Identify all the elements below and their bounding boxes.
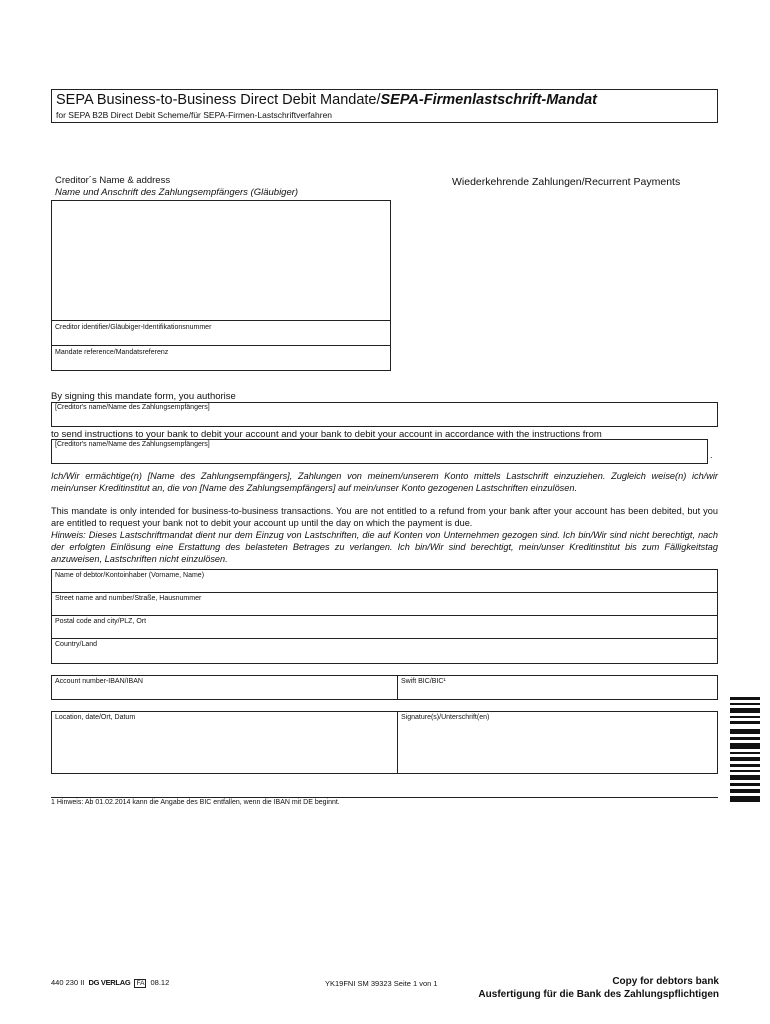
mandate-reference-field[interactable] [51,345,391,371]
location-date-field[interactable] [51,711,398,774]
creditor-label-en: Creditor´s Name & address [55,175,171,186]
debtor-name-field[interactable] [51,569,718,593]
footer-center: YK19FNI SM 39323 Seite 1 von 1 [325,979,438,988]
location-date-label: Location, date/Ort, Datum [55,714,136,721]
creditor-label-de: Name und Anschrift des Zahlungsempfängers (Gläubiger) [55,187,299,198]
creditor-name-field-1-label: [Creditor's name/Name des Zahlungsempfängers] [55,404,210,411]
creditor-name-field-1[interactable] [51,402,718,427]
mandate-reference-label: Mandate reference/Mandatsreferenz [55,349,169,356]
recurrent-payments-label: Wiederkehrende Zahlungen/Recurrent Payments [452,176,681,188]
mandate-text-en: This mandate is only intended for business-to-business transactions. You are not entitled to a refund from your bank after your account has been debited, but you are entitled to request your bank not to debit your account up until the day on which the payment is due. [51,506,718,528]
authorise-period: . [710,450,713,460]
mandate-text-de: Ich/Wir ermächtige(n) [Name des Zahlungsempfängers], Zahlungen von meinem/unserem Konto mittels Lastschrift einzuziehen. Zugleich weise(n) ich/wir mein/unser Kreditinstitut an, die von [Name des Zahlungsempfängers] auf mein/unser Konto gezogenen Lastschriften einzulösen. [51,471,718,493]
signature-field[interactable] [397,711,718,774]
creditor-name-field-2-label: [Creditor's name/Name des Zahlungsempfängers] [55,441,210,448]
creditor-name-field-2[interactable] [51,439,708,464]
form-title [56,92,597,108]
ausfertigung-label: Ausfertigung für die Bank des Zahlungspflichtigen [478,989,719,1000]
fa-badge: FA [136,980,145,987]
title-box [51,89,718,123]
postal-city-field[interactable] [51,615,718,639]
country-field[interactable] [51,638,718,664]
debtor-name-label: Name of debtor/Kontoinhaber (Vorname, Name) [55,572,205,579]
title-main: SEPA Business-to-Business Direct Debit Mandate/ [56,92,381,108]
country-label: Country/Land [55,641,98,648]
creditor-address-field[interactable] [51,200,391,321]
street-label: Street name and number/Straße, Hausnummer [55,595,202,602]
signature-label: Signature(s)/Unterschrift(en) [401,714,490,721]
publisher-logo: DG VERLAG [88,978,131,987]
form-date: 08.12 [150,978,170,987]
copy-for-debtors-bank: Copy for debtors bank [612,976,719,987]
footer-left [51,978,169,987]
footnote: 1 Hinweis: Ab 01.02.2014 kann die Angabe des BIC entfallen, wenn die IBAN mit DE beginnt. [51,799,340,806]
form-subtitle: for SEPA B2B Direct Debit Scheme/für SEPA-Firmen-Lastschriftverfahren [56,110,333,120]
iban-label: Account number-IBAN/IBAN [55,678,143,685]
authorise-line-1: By signing this mandate form, you authorise [51,391,236,402]
postal-city-label: Postal code and city/PLZ, Ort [55,618,147,625]
form-number: 440 230 II [51,978,85,987]
mandate-text-hinweis: Hinweis: Dieses Lastschriftmandat dient nur dem Einzug von Lastschriften, die auf Konten von Unternehmen gezogen sind. Ich bin/Wir sind nicht berechtigt, nach der erfolgten Einlösung eine Erstattung des belasteten Betrages zu verlangen. Ich bin/Wir sind berechtigt, mein/unser Kreditinstitut bis zum Fälligkeitstag anzuweisen, Lastschriften nicht einzulösen. [51,530,718,564]
iban-field[interactable] [51,675,398,700]
creditor-identifier-label: Creditor identifier/Gläubiger-Identifikationsnummer [55,324,212,331]
title-italic: SEPA-Firmenlastschrift-Mandat [380,92,597,108]
footnote-divider [51,797,718,798]
bic-field[interactable] [397,675,718,700]
street-field[interactable] [51,592,718,616]
bic-label: Swift BIC/BIC¹ [401,678,446,685]
creditor-identifier-field[interactable] [51,320,391,346]
authorise-line-2: to send instructions to your bank to debit your account and your bank to debit your account in accordance with the instructions from [51,429,602,440]
